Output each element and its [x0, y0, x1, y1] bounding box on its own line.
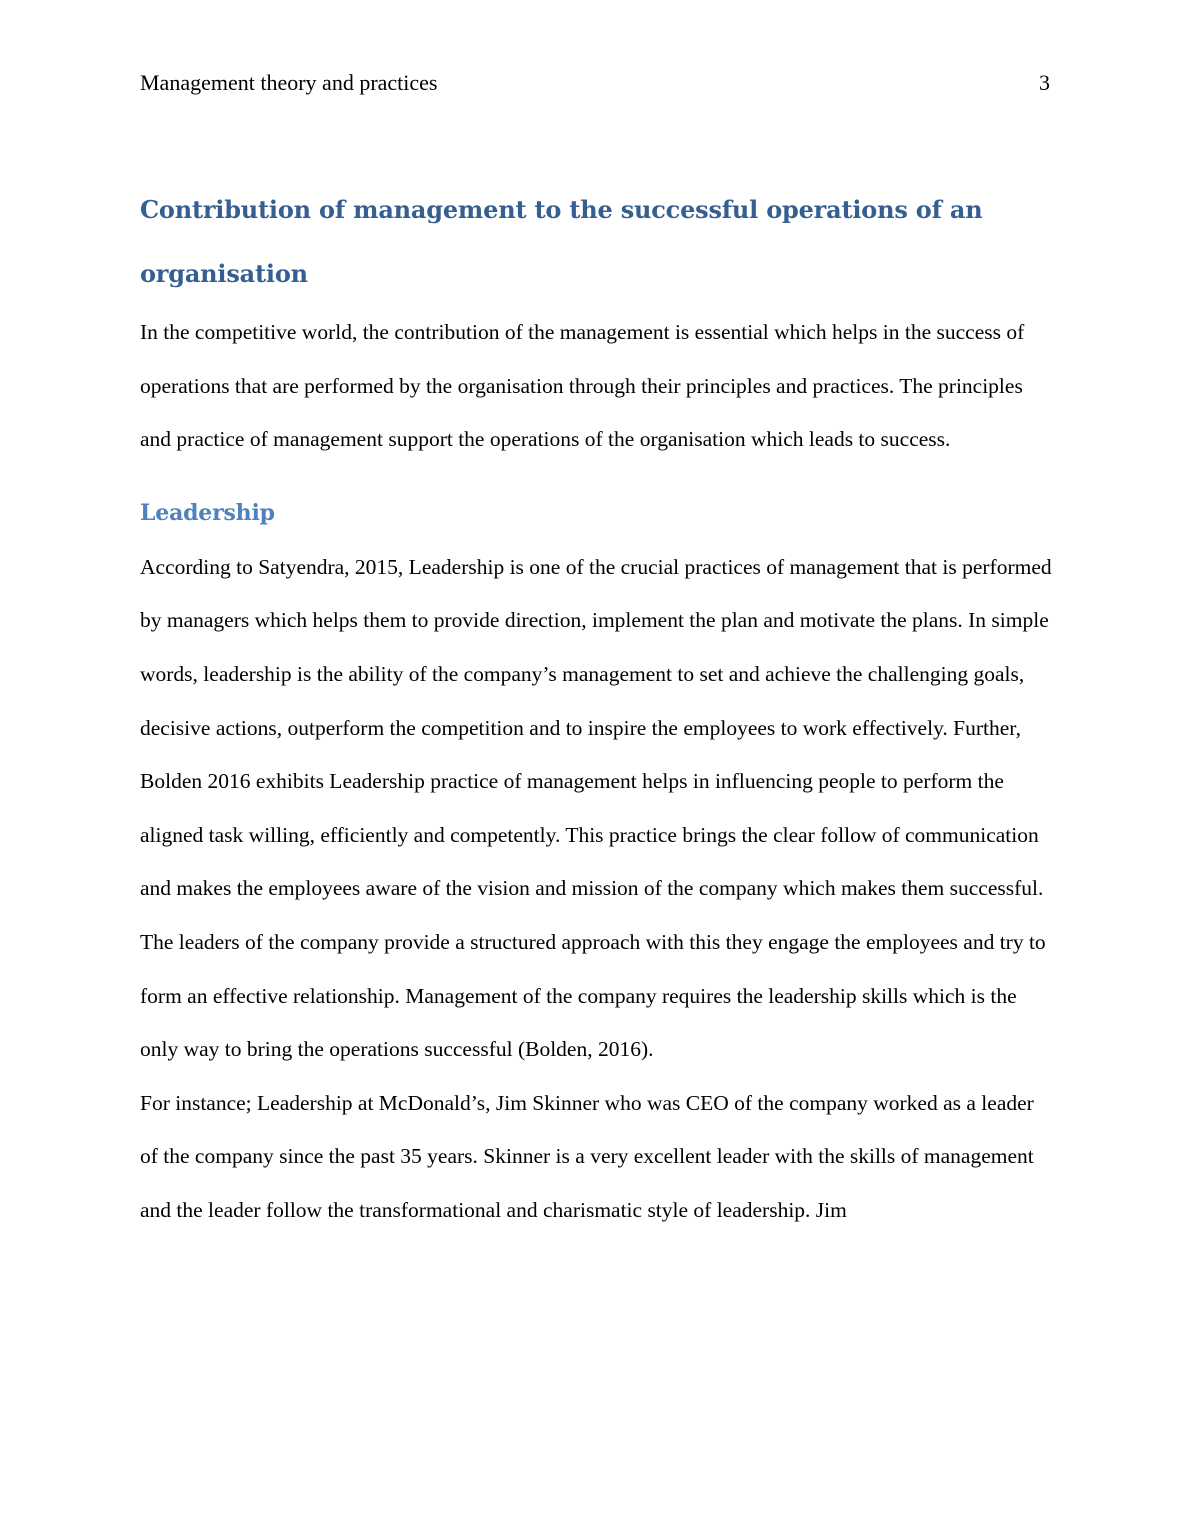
intro-paragraph: In the competitive world, the contribution of the management is essential which helps in the success of operations that are performed by the organisation through their principles and practices. The principles and practice of management support the operations of the organisation which leads to success. — [140, 320, 1025, 452]
running-head: Management theory and practices — [140, 70, 438, 95]
mcdonalds-example-paragraph: For instance; Leadership at McDonald’s, Jim Skinner who was CEO of the company worked as a leader of the company since the past 35 years. Skinner is a very excellent leader with the skills of management and the leader follow the transformational and charismatic style of leadership. Jim — [140, 1090, 1034, 1222]
document-body — [140, 178, 1052, 1238]
leadership-paragraph: According to Satyendra, 2015, Leadership is one of the crucial practices of management that is performed by managers which helps them to provide direction, implement the plan and motivate the plans. In simple words, leadership is the ability of the company’s management to set and achieve the challenging goals, decisive actions, outperform the competition and to inspire the employees to work effectively. Further, Bolden 2016 exhibits Leadership practice of management helps in influencing people to perform the aligned task willing, efficiently and competently. This practice brings the clear follow of communication and makes the employees aware of the vision and mission of the company which makes them successful. The leaders of the company provide a structured approach with this they engage the employees and try to form an effective relationship. Management of the company requires the leadership skills which is the only way to bring the operations successful (Bolden, 2016). — [140, 554, 1052, 1062]
page-number: 3 — [1039, 70, 1050, 95]
subsection-heading-leadership: Leadership — [140, 499, 275, 526]
page-header — [140, 70, 1050, 98]
section-heading: Contribution of management to the successful operations of an organisation — [140, 195, 983, 288]
